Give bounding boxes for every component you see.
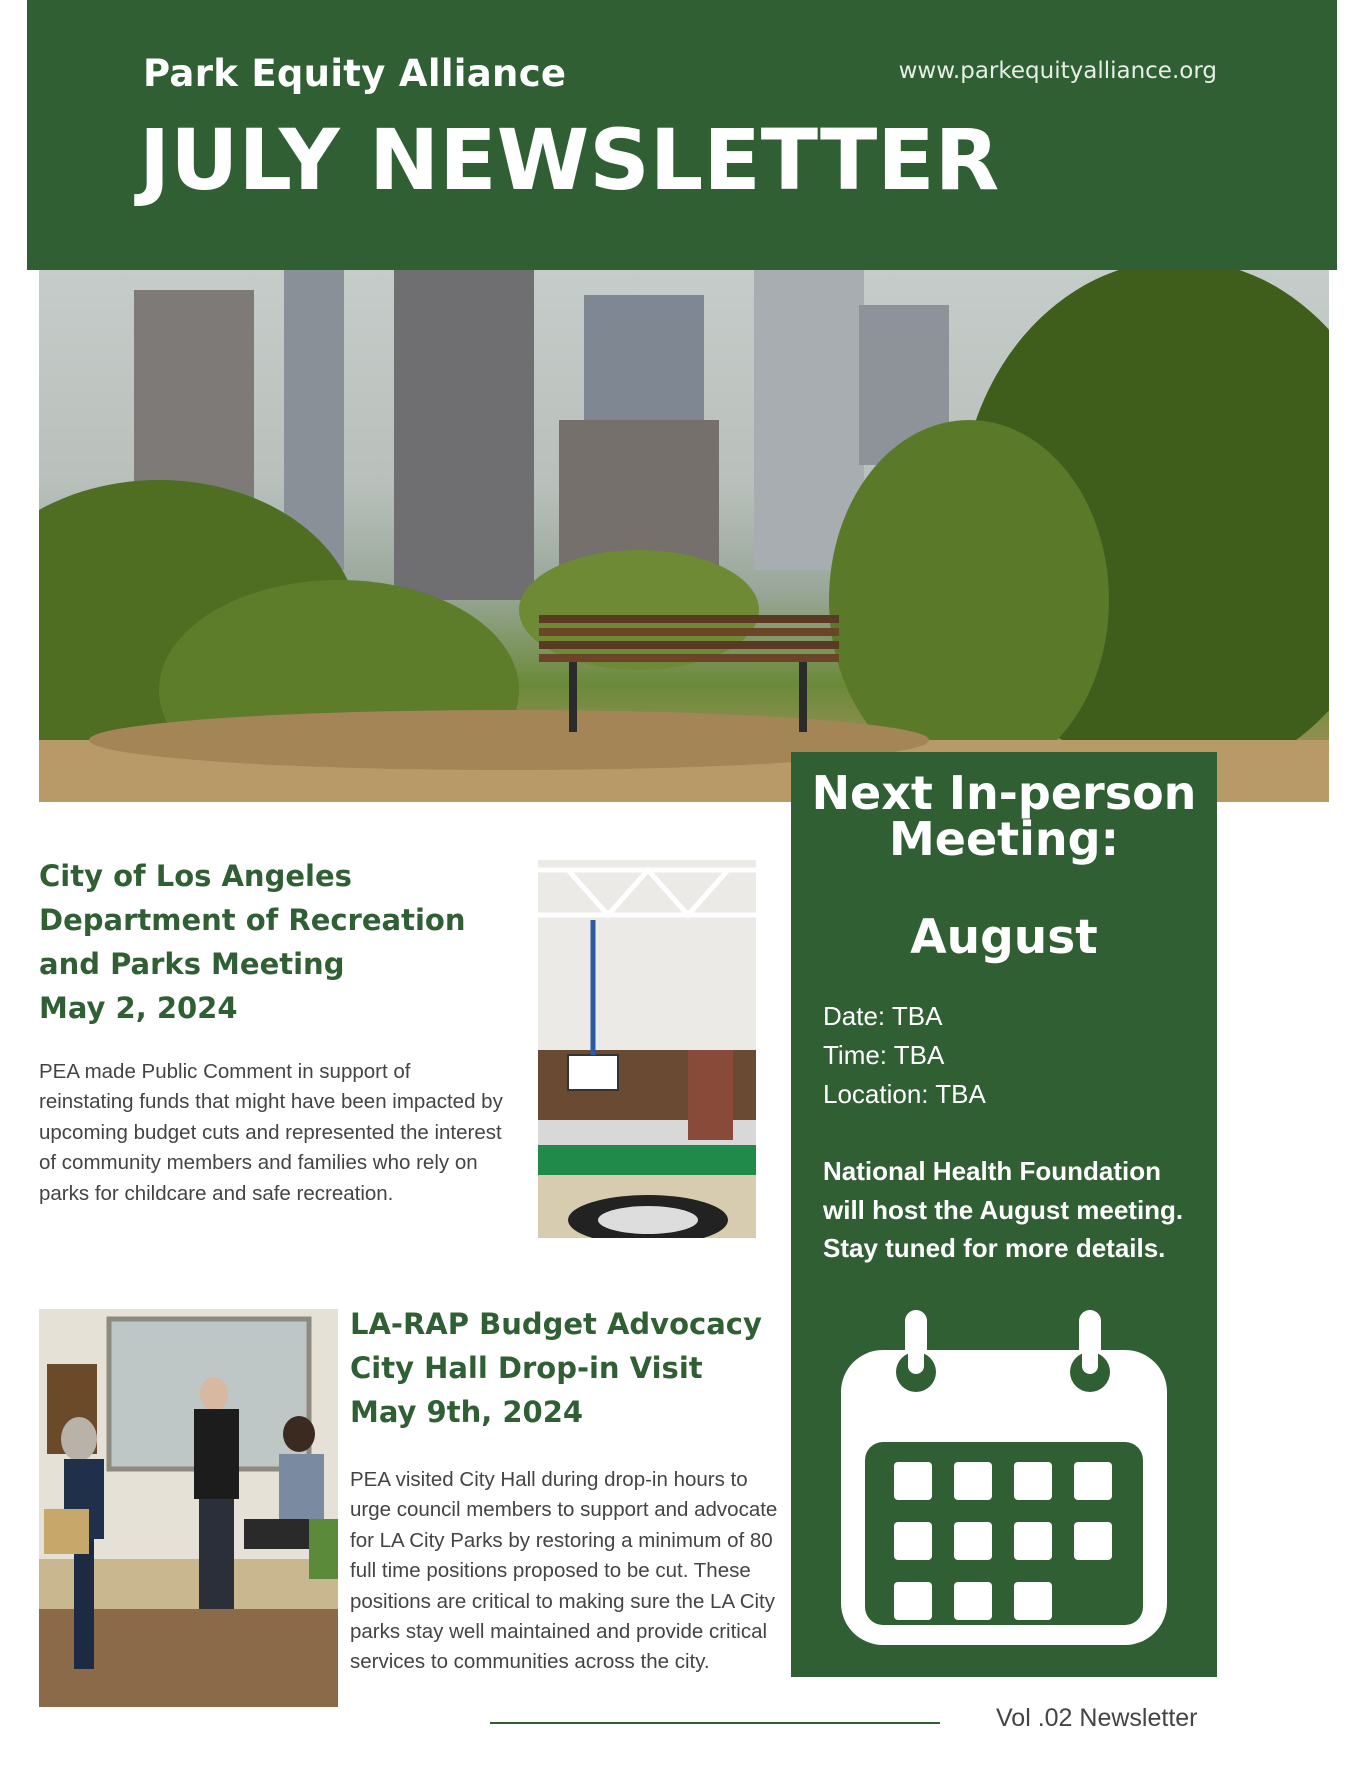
article-1-date: May 2, 2024 — [39, 991, 238, 1025]
meeting-heading-line: Next In-person — [811, 766, 1197, 820]
hero-illustration — [39, 270, 1329, 802]
footer-divider — [490, 1722, 940, 1724]
article-1-title-line: City of Los Angeles — [39, 859, 352, 893]
article-1-title — [39, 854, 499, 1030]
meeting-month: August — [910, 910, 1098, 965]
org-name: Park Equity Alliance — [143, 52, 567, 95]
article-1-body: PEA made Public Comment in support of reinstating funds that might have been impacted by upcoming budget cuts and represented the interest of community members and families who rely on parks for childcare and safe recreation. — [39, 1060, 503, 1205]
photo-city-hall-illustration — [39, 1309, 338, 1707]
article-2-date: May 9th, 2024 — [350, 1395, 584, 1429]
meeting-time: Time: TBA — [823, 1040, 945, 1070]
next-meeting-panel — [791, 752, 1217, 1677]
meeting-heading-line: Meeting: — [889, 812, 1119, 866]
footer-volume: Vol .02 Newsletter — [996, 1704, 1198, 1732]
article-1-title-line: and Parks Meeting — [39, 947, 345, 981]
article-2-title — [350, 1302, 790, 1434]
meeting-details — [823, 997, 986, 1114]
article-1-title-line: Department of Recreation — [39, 903, 466, 937]
photo-gym-meeting — [538, 860, 756, 1238]
meeting-date: Date: TBA — [823, 1001, 943, 1031]
newsletter-title: JULY NEWSLETTER — [139, 111, 1000, 209]
calendar-icon — [831, 1310, 1177, 1655]
article-2-title-line: LA-RAP Budget Advocacy — [350, 1307, 762, 1341]
hero-photo-park-bench-skyline — [39, 270, 1329, 802]
header-banner — [27, 0, 1337, 270]
meeting-heading — [791, 766, 1217, 866]
meeting-note: National Health Foundation will host the August meeting. Stay tuned for more details. — [823, 1156, 1184, 1263]
article-2-title-line: City Hall Drop-in Visit — [350, 1351, 703, 1385]
photo-city-hall-visit — [39, 1309, 338, 1707]
article-2-body: PEA visited City Hall during drop-in hours to urge council members to support and advocate for LA City Parks by restoring a minimum of 80 full time positions proposed to be cut. These positions are critical to making sure the LA City parks stay well maintained and provide critical services to communities across the city. — [350, 1468, 778, 1674]
photo-gym-illustration — [538, 860, 756, 1238]
website-link[interactable]: www.parkequityalliance.org — [898, 58, 1217, 84]
meeting-location: Location: TBA — [823, 1079, 986, 1109]
